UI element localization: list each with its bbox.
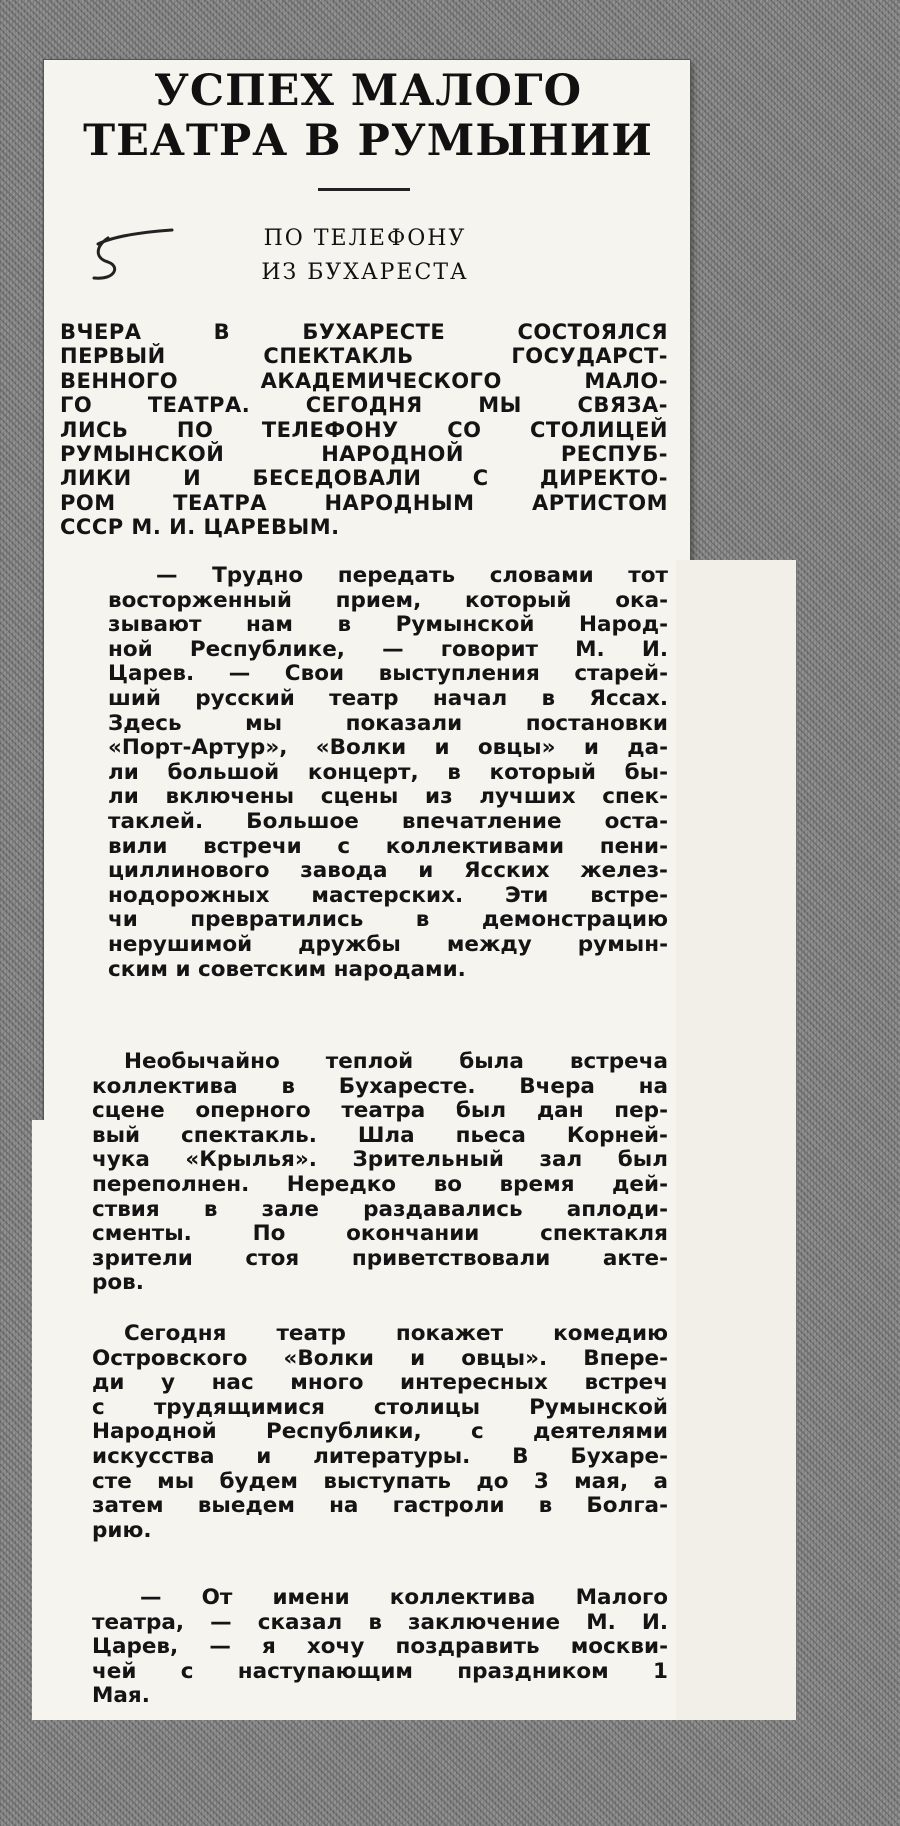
body-line: Необычайно теплой была встреча	[124, 1049, 668, 1074]
archive-stamp-strip	[676, 560, 796, 1720]
body-line: театра, — сказал в заключение М. И.	[92, 1609, 668, 1635]
body-line: Мая.	[92, 1683, 150, 1709]
body-line: ствия в зале раздавались аплоди-	[92, 1196, 668, 1222]
lead-line: ЛИКИ И БЕСЕДОВАЛИ С ДИРЕКТО-	[60, 466, 668, 491]
body-line: чей с наступающим праздником 1	[92, 1658, 668, 1684]
body-line: ной Республике, — говорит М. И.	[108, 636, 668, 662]
body-line: сменты. По окончании спектакля	[92, 1221, 668, 1247]
body-line: — От имени коллектива Малого	[140, 1585, 668, 1610]
body-line: Народной Республики, с деятелями	[92, 1419, 668, 1445]
body-line: Царев, — я хочу поздравить москви-	[92, 1634, 668, 1660]
body-paragraph-3	[60, 1322, 668, 1543]
body-paragraph-1	[60, 564, 668, 982]
body-line: ров.	[92, 1270, 144, 1296]
headline-line-1: УСПЕХ МАЛОГО	[153, 66, 583, 116]
body-line: вый спектакль. Шла пьеса Корней-	[92, 1122, 668, 1148]
body-line: ли большой концерт, в который бы-	[108, 759, 668, 785]
lead-paragraph	[60, 320, 668, 540]
body-line: зрители стоя приветствовали акте-	[92, 1245, 668, 1271]
body-line: переполнен. Нередко во время дей-	[92, 1171, 668, 1197]
body-line: Царев. — Свои выступления старей-	[108, 661, 668, 687]
body-line: Островского «Волки и овцы». Впере-	[92, 1345, 668, 1371]
body-line: сцене оперного театра был дан пер-	[92, 1098, 668, 1124]
body-line: — Трудно передать словами тот	[156, 563, 668, 588]
pencil-mark-icon	[86, 222, 176, 282]
body-line: восторженный прием, который ока-	[108, 587, 668, 613]
body-line: «Порт-Артур», «Волки и овцы» и да-	[108, 735, 668, 761]
dateline-line-2: ИЗ БУХАРЕСТА	[261, 260, 469, 285]
lead-line: РУМЫНСКОЙ НАРОДНОЙ РЕСПУБ-	[60, 442, 668, 467]
body-line: таклей. Большое впечатление оста-	[108, 808, 668, 834]
body-line: искусства и литературы. В Бухаре-	[92, 1443, 668, 1469]
body-line: ди у нас много интересных встреч	[92, 1370, 668, 1396]
headline-line-2: ТЕАТРА В РУМЫНИИ	[83, 116, 653, 166]
body-line: нерушимой дружбы между румын-	[108, 931, 668, 957]
lead-line: ПЕРВЫЙ СПЕКТАКЛЬ ГОСУДАРСТ-	[60, 344, 668, 369]
body-line: ший русский театр начал в Яссах.	[108, 685, 668, 711]
body-line: затем выедем на гастроли в Болга-	[92, 1493, 668, 1519]
body-line: чука «Крылья». Зрительный зал был	[92, 1147, 668, 1173]
dateline	[220, 222, 510, 290]
lead-line: ВЧЕРА В БУХАРЕСТЕ СОСТОЯЛСЯ	[60, 320, 668, 344]
lead-line: РОМ ТЕАТРА НАРОДНЫМ АРТИСТОМ	[60, 490, 668, 515]
body-line: рию.	[92, 1517, 152, 1543]
body-paragraph-4	[60, 1586, 668, 1709]
body-line: Здесь мы показали постановки	[108, 710, 668, 736]
headline	[60, 66, 676, 166]
body-line: ли включены сцены из лучших спек-	[108, 784, 668, 810]
body-line: сте мы будем выступать до 3 мая, а	[92, 1468, 668, 1494]
dateline-line-1: ПО ТЕЛЕФОНУ	[263, 226, 467, 251]
body-line: циллинового завода и Ясских желез-	[108, 858, 668, 884]
body-paragraph-2	[60, 1050, 668, 1296]
body-line: нодорожных мастерских. Эти встре-	[108, 882, 668, 908]
body-line: Сегодня театр покажет комедию	[124, 1321, 668, 1346]
body-line: чи превратились в демонстрацию	[108, 907, 668, 933]
body-line: с трудящимися столицы Румынской	[92, 1394, 668, 1420]
lead-line: ВЕННОГО АКАДЕМИЧЕСКОГО МАЛО-	[60, 368, 668, 393]
body-line: зывают нам в Румынской Народ-	[108, 612, 668, 638]
body-line: коллектива в Бухаресте. Вчера на	[92, 1073, 668, 1099]
lead-line: ЛИСЬ ПО ТЕЛЕФОНУ СО СТОЛИЦЕЙ	[60, 417, 668, 442]
lead-line: СССР М. И. ЦАРЕВЫМ.	[60, 515, 340, 540]
body-line: вили встречи с коллективами пени-	[108, 833, 668, 859]
body-line: ским и советским народами.	[108, 956, 466, 982]
lead-line: ГО ТЕАТРА. СЕГОДНЯ МЫ СВЯЗА-	[60, 393, 668, 418]
headline-divider	[318, 188, 410, 191]
